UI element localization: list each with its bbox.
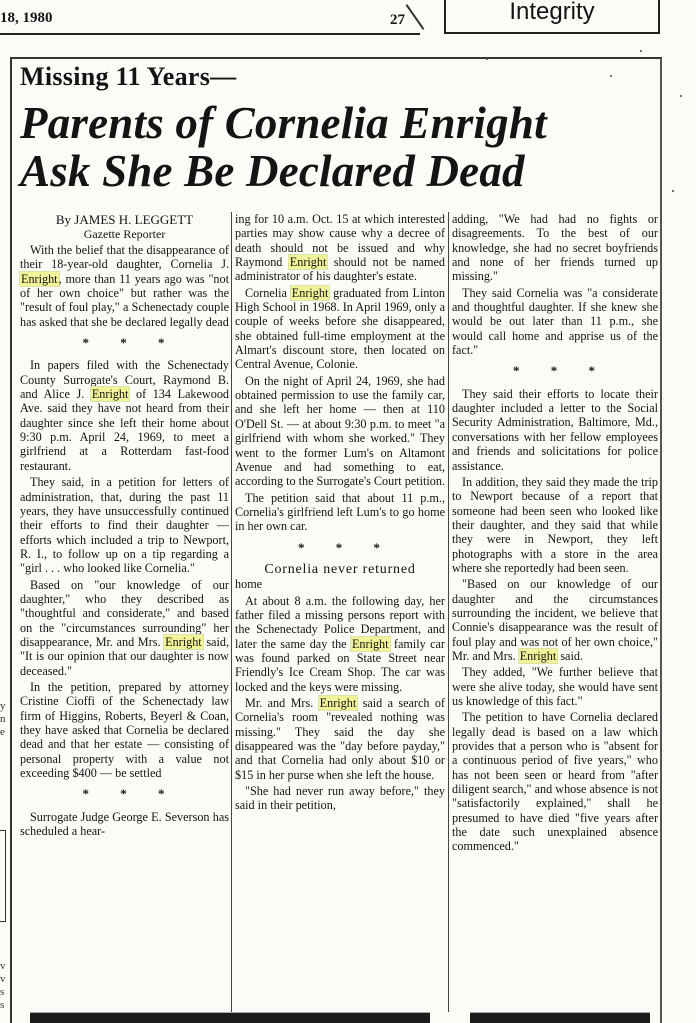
margin-fragment: v <box>0 973 6 985</box>
scan-speck <box>486 58 488 60</box>
paragraph: home <box>235 577 263 592</box>
section-break-stars: * * * <box>298 539 394 555</box>
scan-speck <box>680 95 682 97</box>
paragraph: Mr. and Mrs. Enright said a search of Cornelia's room "revealed nothing was missing." They said the day she disappeared was the "day before payday," and that Cornelia had only about $10 or $15 in her purse when she left the house. <box>235 696 445 782</box>
paragraph: Based on "our knowledge of our daughter," who they described as "thoughtful and considerate," and based on the "circumstances surrounding" her disappearance, Mr. and Mrs. Enright said, "It is our opinion that our daughter is now deceased." <box>20 577 229 678</box>
highlighted-term: Enright <box>351 636 389 651</box>
paragraph: The petition said that about 11 p.m., Cornelia's girlfriend left Lum's to go home in her own car. <box>235 490 445 534</box>
paragraph: On the night of April 24, 1969, she had obtained permission to use the family car, and she left her home — then at 110 O'Dell St. — at about 9:30 p.m. to meet "a girlfriend with whom she worked." They went to the former Lum's on Altamont Avenue and had something to eat, according to the Surrogate's Court petition. <box>235 373 446 489</box>
next-headline-fragment <box>470 1003 650 1023</box>
byline <box>20 212 229 242</box>
margin-fragment: y <box>0 700 6 712</box>
issue-date: 18, 1980 <box>0 10 53 26</box>
paragraph: They said Cornelia was "a considerate and thoughtful daughter. If she knew she would be out later than 11 p.m., she would call home and apprise us of the fact." <box>452 285 658 358</box>
headline-line-1: Parents of Cornelia Enright <box>20 98 547 148</box>
article-frame-top <box>10 57 662 59</box>
section-label: Integrity <box>509 0 595 25</box>
article-frame-right <box>660 58 662 1023</box>
page-header <box>0 0 696 36</box>
highlighted-term: Enright <box>319 696 357 710</box>
byline-title: Gazette Reporter <box>83 227 166 241</box>
highlighted-term: Enright <box>165 634 202 649</box>
section-label-box <box>444 0 660 34</box>
header-rule <box>0 33 420 35</box>
scan-speck <box>610 75 612 77</box>
column-rule <box>231 212 232 1012</box>
article-column-2 <box>235 212 445 815</box>
margin-fragment: s <box>0 986 5 998</box>
paragraph: The petition to have Cornelia declared legally dead is based on a law which provides that a person who is "absent for a continuous period of five years," who has not been seen or heard from "after diligent search," and whose absence is not "satisfactorily explained," shall he presumed to have died "five years after the date such unexplained absence commenced." <box>452 710 658 854</box>
highlighted-term: Enright <box>289 255 327 270</box>
byline-name: By JAMES H. LEGGETT <box>55 212 194 227</box>
margin-fragment: e <box>0 726 5 738</box>
article-kicker: Missing 11 Years— <box>20 62 237 91</box>
article-headline <box>20 99 660 195</box>
article-column-3 <box>452 212 658 856</box>
paragraph: They added, "We further believe that were she alive today, she would have sent us knowledge of this fact." <box>452 665 658 708</box>
scan-speck <box>640 50 642 52</box>
highlighted-term: Enright <box>519 648 557 663</box>
next-headline-fragment <box>30 1003 430 1023</box>
paragraph: adding, "We had had no fights or disagreements. To the best of our knowledge, she had no secret boyfriends and none of her friends turned up missing." <box>452 212 658 284</box>
highlighted-term: Enright <box>91 387 129 402</box>
paragraph: In the petition, prepared by attorney Cristine Cioffi of the Schenectady law firm of Higgins, Roberts, Beyerl & Coan, they have asked that Cornelia be declared dead and that her estate — consisting of personal property with a value not exceeding $400 — be settled <box>20 679 229 781</box>
paragraph: They said their efforts to locate their daughter included a letter to the Social Security Administration, Baltimore, Md., conversations with her fellow employees and friends and solicitations for police assistance. <box>452 386 658 473</box>
scan-speck <box>672 190 674 192</box>
section-break-stars: * * * <box>82 786 179 802</box>
highlighted-term: Enright <box>291 285 329 300</box>
headline-line-2: Ask She Be Declared Dead <box>20 146 525 196</box>
paragraph: "She had never run away before," they said in their petition, <box>235 784 445 813</box>
paragraph: With the belief that the disappearance of their 18-year-old daughter, Cornelia J. Enright, more than 11 years ago was "not of her own choice" but rather was the "result of foul play," a Schenectady couple has asked that she be declared legally dead <box>20 243 229 329</box>
section-break-stars: * * * <box>82 335 179 351</box>
paragraph: Cornelia Enright graduated from Linton High School in 1968. In April 1969, only a couple of weeks before she disappeared, she obtained full-time employment at the Almart's discount store, then located on Central Avenue, Colonie. <box>235 285 445 372</box>
article-frame-left <box>10 58 12 1023</box>
paragraph: In papers filed with the Schenectady County Surrogate's Court, Raymond B. and Alice J. Enright of 134 Lakewood Ave. said they have not heard from their daughter since she left their home about 9:30 p.m. April 24, 1969, to meet a girlfriend at a Rotterdam fast-food restaurant. <box>20 358 230 473</box>
subhead: Cornelia never returned <box>264 561 416 577</box>
paragraph: In addition, they said they made the trip to Newport because of a report that someone had been seen who looked like their daughter, and they said that while they were in Newport, they left photographs with a store in the area where she reportedly had been seen. <box>452 474 658 575</box>
section-break-stars: * * * <box>513 363 609 379</box>
highlighted-term: Enright <box>21 271 58 286</box>
page-number: 27 <box>390 12 405 28</box>
paragraph: Surrogate Judge George E. Severson has scheduled a hear- <box>20 809 229 839</box>
paragraph: ing for 10 a.m. Oct. 15 at which interested parties may show cause why a decree of death should not be issued and why Raymond Enright should not be named administrator of his daughter's estate. <box>235 212 445 284</box>
column-rule <box>448 212 449 1012</box>
margin-fragment: s <box>0 999 5 1011</box>
article-column-1 <box>20 212 229 840</box>
header-divider <box>406 4 425 30</box>
paragraph: They said, in a petition for letters of administration, that, during the past 11 years, they have unsuccessfully continued their efforts to find their daughter — efforts which included a trip to Newport, R. I., to follow up on a tip regarding a "girl . . . who looked like Cornelia." <box>20 475 229 576</box>
paragraph: At about 8 a.m. the following day, her father filed a missing persons report with the Schenectady Police Department, and later the same day the Enright family car was found parked on State Street near Friendly's Ice Cream Shop. The car was locked and the keys were missing. <box>235 593 445 694</box>
margin-fragment: v <box>0 960 6 972</box>
margin-box-fragment <box>0 830 6 922</box>
margin-fragment: n <box>0 713 6 725</box>
paragraph: "Based on our knowledge of our daughter and the circumstances surrounding the incident, we believe that Connie's disappearance was the result of foul play and was not of her own choice," Mr. and Mrs. Enright said. <box>452 577 658 663</box>
